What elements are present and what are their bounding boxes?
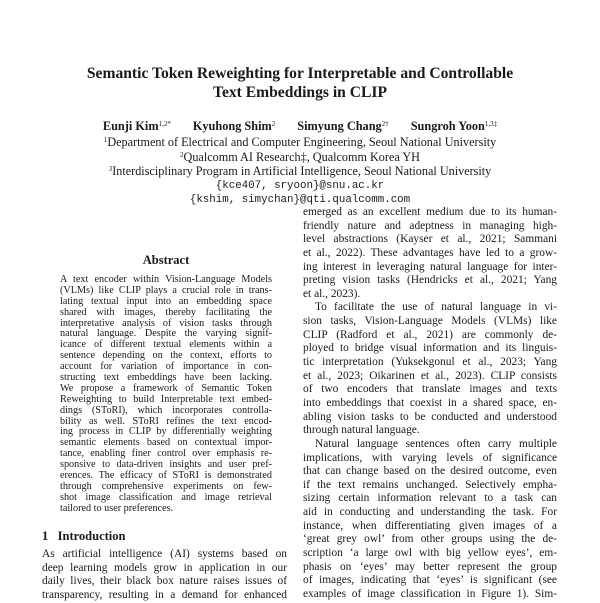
text-line: As artificial intelligence (AI) systems based on [42, 548, 287, 560]
introduction-body [42, 548, 287, 603]
text-line: implications, with varying levels of significance [303, 451, 557, 464]
text-line: if the text remains unchanged. Selectively empha- [303, 478, 557, 491]
text-line: through comprehensive experiments on few- [60, 480, 272, 492]
text-line: Natural language sentences often carry multiple [315, 437, 557, 450]
text-line: of images, indicating that ‘eyes’ is significant (see [303, 574, 557, 587]
abstract-body [60, 275, 272, 515]
author: Kyuhong Shim$^2$ [192, 119, 276, 133]
text-line: transparency, resulting in a demand for enhanced [42, 588, 287, 601]
text-line: et al., 2023; Oikarinen et al., 2023). CLIP consists [303, 369, 557, 382]
title-line: Text Embeddings in CLIP [212, 84, 388, 101]
text-line: tailored to user preferences. [60, 502, 174, 514]
text-line: that can change based on the desired outcome, even [303, 465, 557, 478]
text-line: (VLMs) like CLIP plays a crucial role in trans- [60, 284, 272, 296]
text-line: interpretative analysis of vision tasks through [60, 317, 272, 329]
text-line: structing text embeddings have been lacking. [60, 372, 272, 384]
text-line: sion tasks, Vision-Language Models (VLMs) like [303, 315, 557, 328]
author: Eunji Kim$^{1,2*}$ [102, 119, 171, 133]
author-list [40, 119, 560, 134]
text-line: phasis on ‘eyes’ may better represent the group [303, 560, 557, 573]
text-line: natural language. Despite the varying signif- [60, 328, 272, 340]
author: Sungroh Yoon$^{1,3\ddagger}$ [410, 119, 498, 133]
text-line: of two encoders that translate images and texts [303, 383, 557, 396]
text-line: bility as well. SToRI refines the text encod- [60, 415, 272, 427]
text-line: account for variation of importance in con- [60, 361, 272, 373]
text-line: To facilitate the use of natural language in vi- [315, 301, 557, 314]
affiliation: $^2$Qualcomm AI Research‡, Qualcomm Korea YH [180, 149, 420, 164]
text-line: CLIP (Radford et al., 2021) are commonly de- [303, 328, 557, 341]
text-line: erences. The efficacy of SToRI is demonstrated [60, 470, 272, 482]
text-line: level abstractions (Kayser et al., 2021; Sammani [303, 233, 557, 246]
text-line: lating textual input into an embedding space [60, 295, 272, 307]
abstract-heading: Abstract [142, 253, 190, 267]
text-line: aid in conducting and understanding the task. For [303, 506, 557, 519]
affiliation: $^1$Department of Electrical and Computer Engineering, Seoul National University [103, 135, 497, 149]
text-line: A text encoder within Vision-Language Models [60, 274, 272, 285]
text-line: tance, enabling finer control over emphasis re- [60, 448, 272, 460]
text-line: We propose a framework of Semantic Token [60, 382, 272, 394]
author: Simyung Chang$^{2\dagger}$ [297, 119, 389, 133]
text-line: et al., 2022). These advantages have led to a grow- [303, 246, 557, 259]
text-line: semantic elements based on contextual impor- [60, 437, 272, 449]
right-column-body [303, 206, 557, 602]
text-line: dings (SToRI), which incorporates controlla- [60, 404, 272, 416]
text-line: daily lives, their black box nature raises issues of [42, 575, 287, 588]
text-line: Reweighting to build Interpretable text embed- [60, 393, 272, 405]
text-line: sizing certain information relevant to a task can [303, 492, 557, 505]
text-line: et al., 2023). [303, 287, 361, 300]
affiliation: $^3$Interdisciplinary Program in Artificial Intelligence, Seoul National University [108, 164, 492, 179]
title-line: Semantic Token Reweighting for Interpretable and Controllable [86, 65, 514, 82]
text-line: through natural language. [303, 424, 420, 437]
text-line: preting vision tasks (Hendricks et al., 2021; Yang [303, 274, 557, 287]
text-line: ‘great grey owl’ from other groups using the de- [303, 533, 557, 546]
text-line: emerged as an excellent medium due to its human- [303, 206, 557, 218]
text-line: shot image classification and image retrieval [60, 491, 272, 503]
text-line: into embeddings that coexist in a shared space, en- [303, 396, 557, 409]
text-line: sentence depending on the context, efforts to [60, 350, 272, 362]
paper-title [60, 64, 540, 102]
text-line: icance of different textual elements within a [60, 339, 272, 351]
section-heading-introduction: 1 Introduction [42, 529, 126, 543]
affiliations [40, 135, 560, 208]
text-line: tic interpretation (Yuksekgonul et al., 2023; Yang [303, 356, 557, 369]
text-line: examples of image classification in Figure 1). Sim- [303, 587, 557, 600]
text-line: scription ‘a large owl with big yellow eyes’, em- [303, 547, 557, 560]
email: {kshim, simychan}@qti.qualcomm.com [189, 194, 411, 207]
text-line: ing interest in leveraging natural language for inter- [303, 260, 557, 273]
text-line: friendly nature and adeptness in managing high- [303, 219, 557, 232]
text-line: ployed to bridge visual information and its linguis- [303, 342, 557, 355]
email: {kce407, sryoon}@snu.ac.kr [215, 179, 385, 192]
text-line: sponsive to data-driven insights and user pref- [60, 459, 272, 471]
text-line: deep learning models grow in application in our [42, 561, 287, 574]
text-line: shared with images, thereby facilitating the [60, 306, 272, 318]
text-line: abling vision tasks to be conducted and understood [303, 410, 557, 423]
text-line: instance, when differentiating given images of a [303, 519, 557, 532]
text-line: ing process in CLIP by differentially weighting [60, 426, 272, 438]
